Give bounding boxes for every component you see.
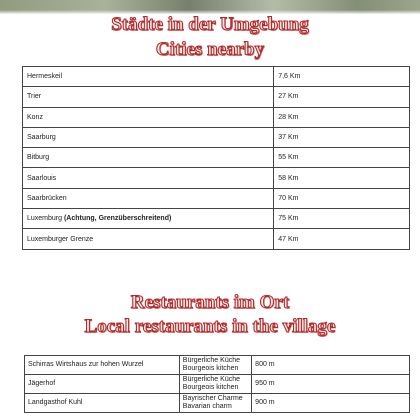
city-distance: 55 Km [274,148,410,168]
table-row [23,148,410,168]
cuisine-en: Bourgeois kitchen [182,384,239,391]
restaurant-distance: 900 m [252,394,410,413]
cuisine-en: Bourgeois kitchen [182,365,239,372]
restaurant-cuisine [179,394,251,413]
restaurant-cuisine [179,375,251,394]
city-distance: 58 Km [274,168,410,188]
cities-title-en: Cities nearby [155,39,265,60]
city-distance: 47 Km [274,229,410,249]
restaurant-name: Schirras Wirtshaus zur hohen Wurzel [25,356,180,375]
cities-table [22,66,410,250]
city-distance: 28 Km [274,107,410,127]
city-name: Konz [23,107,274,127]
header-photo [0,0,420,14]
table-row [25,375,410,394]
city-distance: 37 Km [274,127,410,147]
city-name: Luxemburger Grenze [23,229,274,249]
city-name: Saarbrücken [23,188,274,208]
restaurant-cuisine [179,356,251,375]
table-row [23,188,410,208]
table-row [23,209,410,229]
table-row [25,394,410,413]
city-name: Hermeskeil [23,67,274,87]
city-name: Trier [23,87,274,107]
border-crossing-note: (Achtung, Grenzüberschreitend) [63,215,172,223]
cuisine-de: Bürgerliche Küche [182,357,240,364]
city-distance: 70 Km [274,188,410,208]
restaurant-name: Jägerhof [25,375,180,394]
restaurant-distance: 800 m [252,356,410,375]
restaurants-table [24,355,410,413]
table-row [25,356,410,375]
table-row [23,67,410,87]
restaurant-name: Landgasthof Kuhl [25,394,180,413]
cuisine-de: Bürgerliche Küche [182,376,240,383]
table-row [23,87,410,107]
table-row [23,168,410,188]
city-name: Luxemburg (Achtung, Grenzüberschreitend) [23,209,274,229]
city-name: Saarlouis [23,168,274,188]
city-name: Saarburg [23,127,274,147]
restaurants-title-en: Local restaurants in the village [84,316,336,337]
restaurant-distance: 950 m [252,375,410,394]
city-distance: 27 Km [274,87,410,107]
city-name: Bitburg [23,148,274,168]
table-row [23,127,410,147]
table-row [23,229,410,249]
cuisine-de: Bayrischer Charme [182,395,243,402]
city-distance: 7,6 Km [274,67,410,87]
cuisine-en: Bavarian charm [182,403,232,410]
table-row [23,107,410,127]
city-distance: 75 Km [274,209,410,229]
restaurants-title-de: Restaurants im Ort [130,292,290,313]
cities-title-de: Städte in der Umgebung [111,14,309,35]
